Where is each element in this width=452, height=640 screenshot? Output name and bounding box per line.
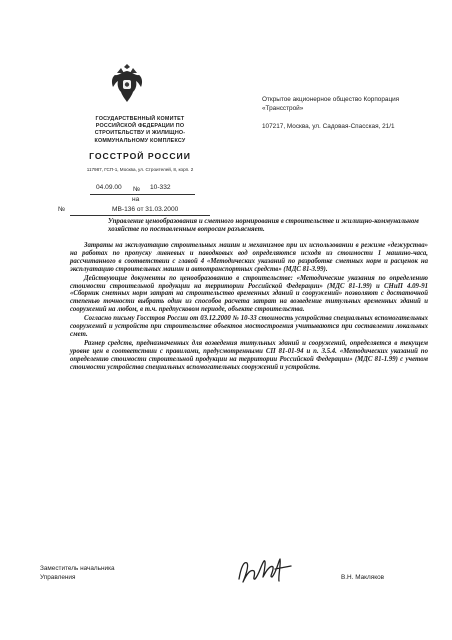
signatory-title-line: Заместитель начальника: [40, 565, 115, 572]
registration-no-mark: №: [133, 186, 141, 193]
registration-date: 04.09.00: [96, 184, 122, 191]
issuer-org-line: ГОСУДАРСТВЕННЫЙ КОМИТЕТ: [95, 116, 185, 122]
body-paragraph: Затраты на эксплуатацию строительных машин и механизмов при их использовании в режиме «дежурства» на работах по пропуску ливневых и паводковых вод определяются исходя из стоимости 1 машино-часа, рассчитанного в соответствии с главой 4 «Методических указаний по разработке сметных норм и расценок на эксплуатацию строительных машин и автотранспортных средств» (МДС 81-3.99).: [70, 242, 428, 273]
handwritten-signature: [235, 555, 295, 589]
issuer-org-line: РОССИЙСКОЙ ФЕДЕРАЦИИ ПО: [95, 123, 185, 130]
coat-of-arms-emblem: [110, 64, 144, 104]
issuer-block: [70, 116, 210, 172]
signatory-title: [40, 565, 170, 583]
body-paragraph: Размер средств, предназначенных для возведения титульных зданий и сооружений, определяется в текущем уровне цен в соответствии с правилами, предусмотренными СП 81-01-94 и п. 3.5.4. «Методических указаний по определению стоимости строительной продукции на территории Российской Федерации» (МДС 81-1.99) с учетом стоимости устройства специальных вспомогательных сооружений и устройств.: [70, 339, 428, 371]
recipient-name: Открытое акционерное общество Корпорация «Трансстрой»: [262, 96, 400, 112]
reference-label: №: [58, 206, 66, 213]
recipient-address: 107217, Москва, ул. Садовая-Спасская, 21/1: [262, 123, 395, 131]
issuer-org-line: СТРОИТЕЛЬСТВУ И ЖИЛИЩНО-: [94, 130, 186, 137]
registration-underline: [90, 194, 195, 195]
recipient-block: [262, 96, 422, 132]
issuer-org-line: КОММУНАЛЬНОМУ КОМПЛЕКСУ: [94, 137, 186, 144]
signatory-name: В.Н. Макляков: [341, 574, 385, 581]
issuer-org-name: [70, 116, 210, 145]
issuer-short-name: ГОССТРОЙ РОССИИ: [89, 150, 191, 161]
issuer-address: 117987, ГСП-1, Москва, ул. Строителей, 8, корп. 2: [86, 166, 194, 172]
signatory-title-line: Управления: [40, 573, 76, 581]
registration-number: 10-332: [150, 184, 171, 191]
body-paragraph: Согласно письму Госстроя России от 03.12.2000 № 10-33 стоимость устройства специальных вспомогательных сооружений и устройств при строительстве объектов мостостроения учитываются при составлении локальных смет.: [70, 315, 428, 338]
registration-on-label: на: [132, 196, 140, 203]
body-paragraph: Действующие документы по ценообразованию в строительстве: «Методические указания по определению стоимости строительной продукции на территории Российской Федерации» (МДС 81-1.99) и СНиП 4.09-91 «Сборник сметных норм затрат на строительство временных зданий и сооружений» позволяют с достаточной степенью точности выбрать один из способов расчета затрат на возведение титульных временных зданий и сооружений на любом, в т.ч. предпусковом периоде, объекте строительства.: [70, 274, 428, 314]
subject-line: Управление ценообразования и сметного нормирования в строительстве и жилищно-коммунальном хозяйстве по поставленным вопросам разъясняет.: [108, 218, 419, 233]
reference-underline: [70, 215, 210, 216]
reference-value: МВ-136 от 31.03.2000: [112, 206, 179, 213]
letter-body: [70, 242, 428, 373]
